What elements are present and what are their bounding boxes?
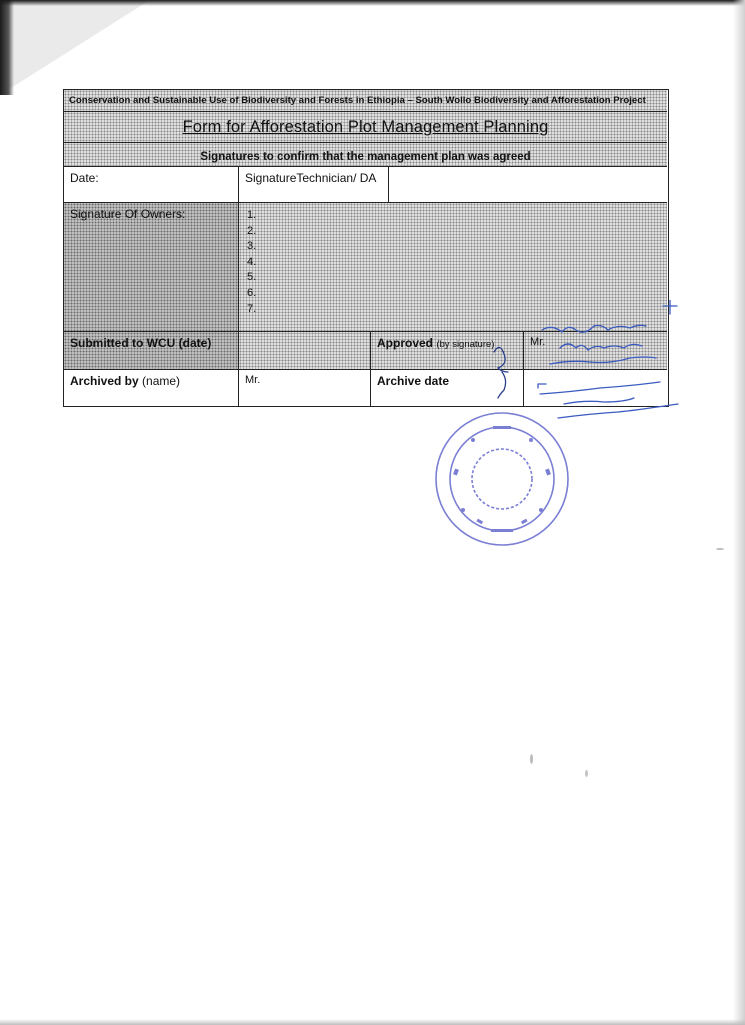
scan-left-edge	[0, 0, 14, 95]
technician-signature-cell	[239, 167, 389, 202]
scan-corner-shadow	[0, 0, 150, 95]
owner-line[interactable]: 2.	[247, 224, 257, 237]
archived-label-wrap	[70, 374, 180, 388]
owners-label: Signature Of Owners:	[70, 207, 186, 221]
form-title: Form for Afforestation Plot Management Planning	[182, 118, 549, 136]
scan-speck	[530, 754, 533, 764]
archived-label: Archived by	[70, 374, 139, 388]
scan-top-edge	[0, 0, 745, 6]
archived-value: Mr.	[245, 374, 261, 386]
approved-label-wrap	[377, 336, 494, 350]
approved-label: Approved	[377, 336, 434, 350]
submitted-date-field[interactable]	[239, 332, 371, 369]
owner-line[interactable]: 7.	[247, 302, 257, 315]
submitted-label: Submitted to WCU (date)	[70, 336, 212, 350]
submitted-label-cell	[64, 332, 239, 369]
owner-line[interactable]: 6.	[247, 286, 257, 299]
archived-label-cell	[64, 370, 239, 406]
owner-line[interactable]: 4.	[247, 255, 257, 268]
approved-value: Mr.	[530, 336, 546, 348]
owners-list	[247, 208, 256, 317]
scan-speck	[716, 548, 724, 550]
technician-signature-label: SignatureTechnician/ DA	[245, 171, 377, 185]
form-header-row	[64, 90, 667, 112]
owner-line[interactable]: 5.	[247, 271, 257, 284]
owner-line[interactable]: 3.	[247, 240, 257, 253]
scan-speck	[585, 770, 588, 777]
owners-label-cell	[64, 203, 239, 331]
approved-note: (by signature)	[436, 339, 495, 350]
form-subtitle-row	[64, 143, 667, 167]
date-cell	[64, 167, 239, 202]
archive-date-label: Archive date	[377, 374, 450, 388]
archived-value-cell[interactable]	[239, 370, 371, 406]
scan-bottom-edge	[0, 1019, 745, 1025]
archived-note: (name)	[142, 374, 181, 388]
official-stamp	[433, 410, 571, 548]
scan-right-edge	[733, 0, 745, 1025]
technician-signature-field[interactable]	[389, 167, 667, 202]
owner-line[interactable]: 1.	[247, 209, 257, 221]
project-header: Conservation and Sustainable Use of Biodiversity and Forests in Ethiopia – South Wollo Biodiversity and Afforestation Project	[69, 95, 646, 106]
form-subtitle: Signatures to confirm that the management plan was agreed	[200, 151, 531, 163]
form-title-row	[64, 112, 667, 143]
date-label: Date:	[70, 171, 99, 185]
date-signature-row	[64, 167, 667, 203]
